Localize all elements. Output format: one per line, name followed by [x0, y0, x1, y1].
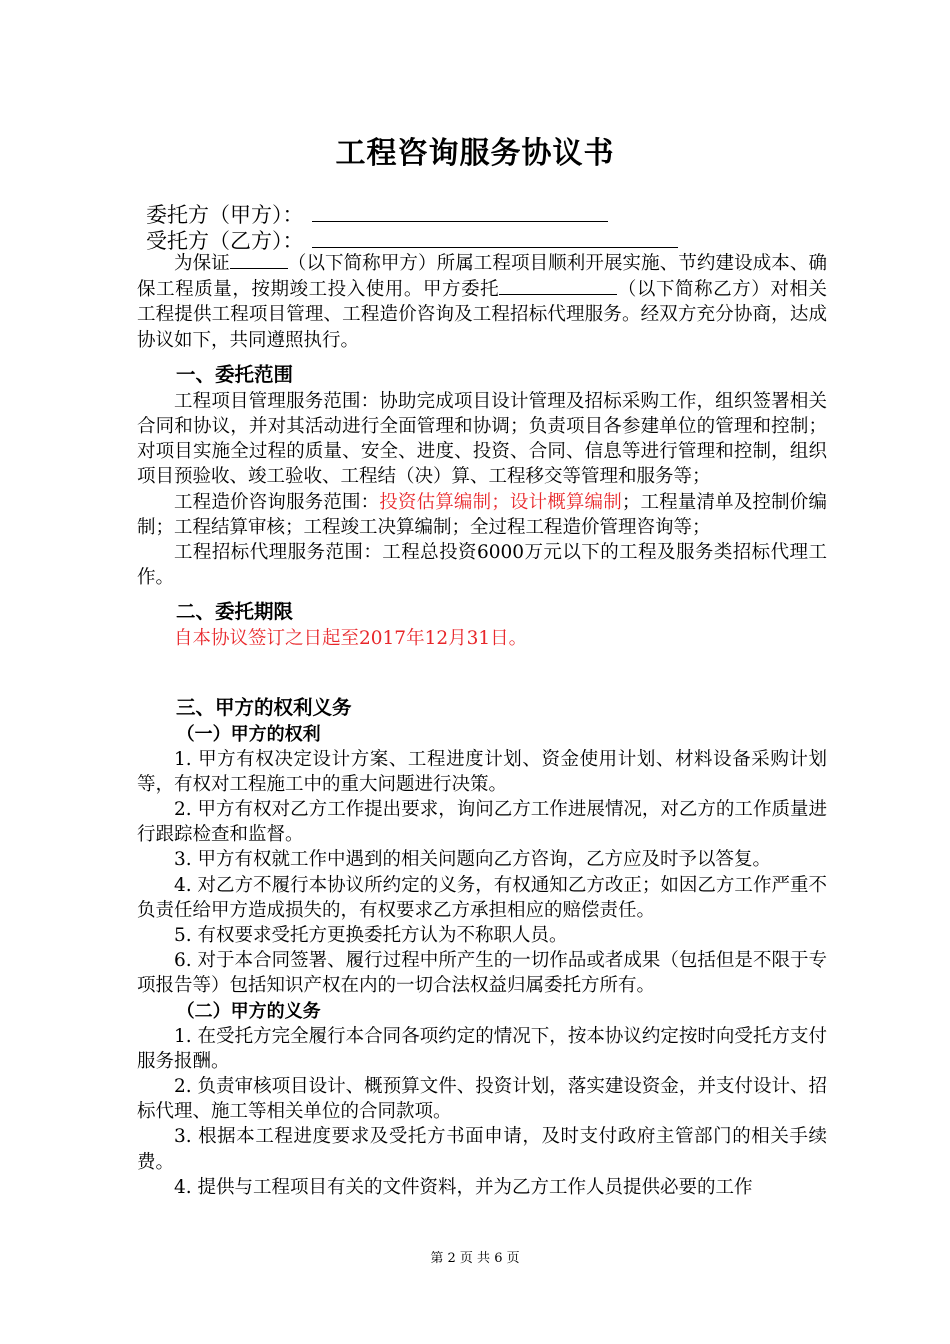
document-body	[137, 250, 827, 1200]
intro-text-3: （以下简称乙方）对相关工程提供工程项目管理、工程造价咨询及工程招标代理服务。经双方充分协商，达成协议如下，共同遵照执行。	[137, 279, 827, 351]
right-item: 4. 对乙方不履行本协议所约定的义务，有权通知乙方改正；如因乙方工作严重不负责任给甲方造成损失的，有权要求乙方承担相应的赔偿责任。	[137, 874, 827, 921]
intro-text-1: 为保证	[174, 253, 230, 274]
right-item: 6. 对于本合同签署、履行过程中所产生的一切作品或者成果（包括但是不限于专项报告等）包括知识产权在内的一切合法权益归属委托方所有。	[137, 950, 827, 997]
section-3-sub-2-heading: （二）甲方的义务	[176, 1000, 321, 1022]
section-1-paragraph-2	[137, 490, 827, 540]
intro-blank-2	[499, 276, 617, 295]
right-item: 2. 甲方有权对乙方工作提出要求，询问乙方工作进展情况，对乙方的工作质量进行跟踪检查和监督。	[137, 799, 827, 846]
section-2-text: 自本协议签订之日起至2017年12月31日。	[174, 628, 528, 650]
party-a-blank	[312, 201, 608, 222]
section-1-heading: 一、委托范围	[176, 362, 294, 386]
section-1-p2-text-a: 工程造价咨询服务范围：	[174, 491, 380, 513]
party-b-blank	[312, 227, 678, 248]
duty-item: 3. 根据本工程进度要求及受托方书面申请，及时支付政府主管部门的相关手续费。	[137, 1126, 827, 1173]
intro-blank-1	[230, 250, 288, 269]
intro-text-2: （以下简称甲方）所属工程项目顺利开展实施、节约建设成本、确保工程质量，按期竣工投入使用。甲方委托	[137, 253, 827, 301]
section-2-heading: 二、委托期限	[176, 600, 294, 624]
intro-paragraph	[137, 250, 827, 353]
party-b-label: 受托方（乙方）：	[146, 229, 304, 253]
section-1-p2-red-text: 投资估算编制；设计概算编制	[379, 491, 622, 513]
party-a-label: 委托方（甲方）：	[146, 203, 304, 227]
section-3-sub-1-heading: （一）甲方的权利	[176, 723, 321, 745]
section-1-paragraph-3: 工程招标代理服务范围：工程总投资6000万元以下的工程及服务类招标代理工作。	[137, 542, 827, 589]
duty-item: 1. 在受托方完全履行本合同各项约定的情况下，按本协议约定按时向受托方支付服务报酬。	[137, 1025, 827, 1072]
section-1-paragraph-1: 工程项目管理服务范围：协助完成项目设计管理及招标采购工作，组织签署相关合同和协议，并对其活动进行全面管理和协调；负责项目各参建单位的管理和控制；对项目实施全过程的质量、安全、进度、投资、合同、信息等进行管理和控制，组织项目预验收、竣工验收、工程结（决）算、工程移交等管理和服务等；	[137, 390, 827, 488]
page-footer: 第 2 页 共 6 页	[430, 1251, 520, 1266]
right-item: 5. 有权要求受托方更换委托方认为不称职人员。	[174, 925, 568, 947]
section-3-heading: 三、甲方的权利义务	[176, 695, 352, 719]
document-title: 工程咨询服务协议书	[335, 136, 615, 171]
right-item: 3. 甲方有权就工作中遇到的相关问题向乙方咨询，乙方应及时予以答复。	[174, 849, 772, 871]
duty-item: 4. 提供与工程项目有关的文件资料，并为乙方工作人员提供必要的工作	[174, 1176, 753, 1198]
duty-item: 2. 负责审核项目设计、概预算文件、投资计划，落实建设资金，并支付设计、招标代理、施工等相关单位的合同款项。	[137, 1076, 827, 1123]
right-item: 1. 甲方有权决定设计方案、工程进度计划、资金使用计划、材料设备采购计划等，有权对工程施工中的重大问题进行决策。	[137, 748, 827, 795]
section-1-p2-text-b: ；工程量清单及控制价编制；工程结算审核；工程竣工决算编制；全过程工程造价管理咨询等；	[137, 491, 827, 538]
